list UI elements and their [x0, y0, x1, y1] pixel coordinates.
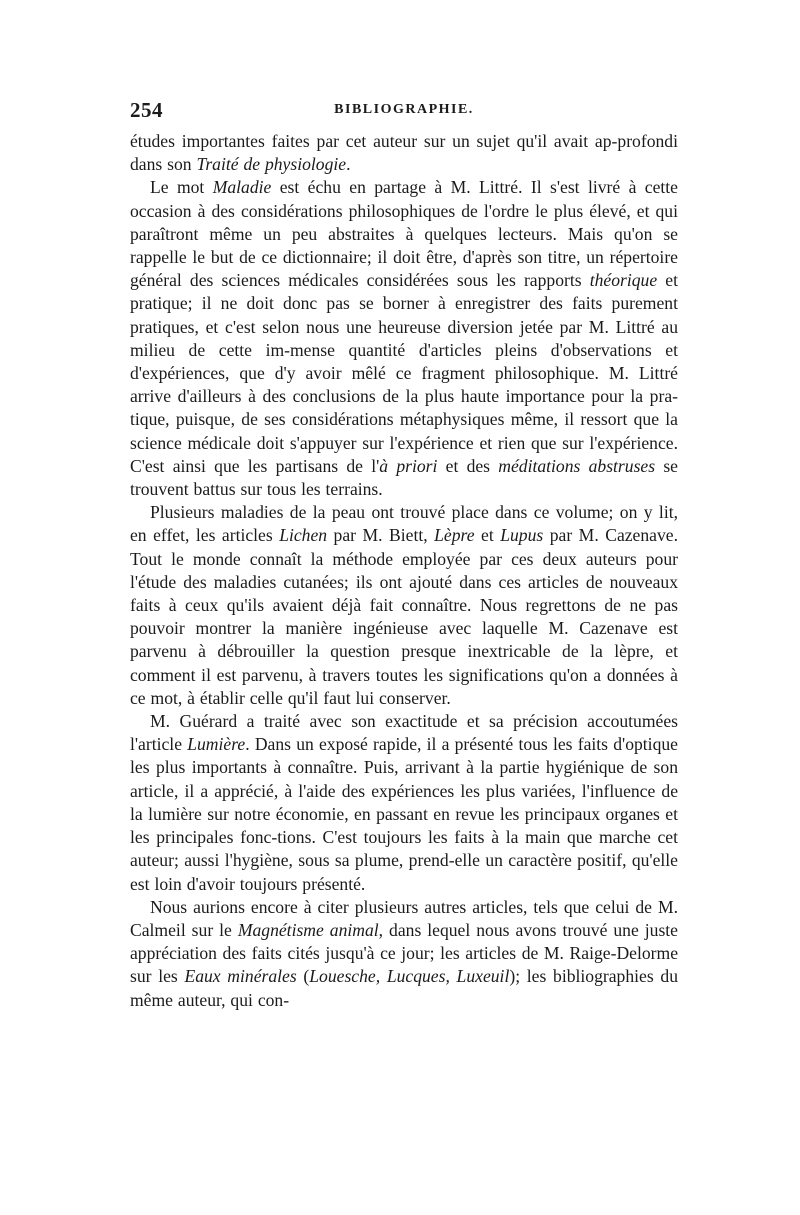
- italic-text: Lichen: [279, 525, 328, 546]
- text-run: et: [474, 525, 501, 546]
- text-run: Plusieurs maladies de la peau ont trouvé place dans ce volume; on y lit, en effet, les articles: [130, 502, 678, 546]
- text-run: Le mot: [150, 177, 213, 198]
- text-run: et des: [437, 455, 499, 476]
- italic-text: Traité de physiologie: [196, 154, 347, 175]
- text-run: (: [296, 966, 310, 987]
- paragraph: [130, 896, 678, 1012]
- running-head: BIBLIOGRAPHIE.: [334, 102, 474, 117]
- text-run: ); les bibliographies du même auteur, qui con-: [130, 966, 678, 1010]
- italic-text: Lumière: [187, 734, 246, 755]
- paragraph: [130, 130, 678, 176]
- italic-text: Magnétisme animal: [237, 919, 379, 940]
- italic-text: Lèpre: [434, 525, 475, 546]
- text-run: Nous aurions encore à citer plusieurs autres articles, tels que celui de M. Calmeil sur le: [130, 896, 678, 940]
- italic-text: à priori: [379, 455, 438, 476]
- text-run: études importantes faites par cet auteur sur un sujet qu'il avait ap-profondi dans son: [130, 131, 678, 175]
- text-run: est échu en partage à M. Littré. Il s'est livré à cette occasion à des considérations philosophiques de l'ordre le plus élevé, et qui paraîtront même un peu abstraites à quelques lecteurs. Mais qu'on se rappelle le but de ce dictionnaire; il doit être, d'après son titre, un répertoire général des sciences médicales considérées sous les rapports: [130, 177, 678, 291]
- italic-text: méditations abstruses: [498, 455, 656, 476]
- book-page: [130, 98, 678, 1012]
- text-run: par M. Biett,: [327, 525, 435, 546]
- text-run: .: [346, 154, 351, 175]
- page-number: 254: [130, 98, 163, 122]
- text-run: et pratique; il ne doit donc pas se borner à enregistrer des faits purement pratiques, et c'est selon nous une heureuse diversion jetée par M. Littré au milieu de cette im-mense quantité d'articles pleins d'observations et d'expériences, que d'y avoir mêlé ce fragment philosophique. M. Littré arrive d'ailleurs à des conclusions de la plus haute importance pour la pra-tique, puisque, de ses considérations métaphysiques même, il ressort que la science médicale doit s'appuyer sur l'expérience et rien que sur l'expérience. C'est ainsi que les partisans de l': [130, 270, 678, 476]
- paragraph: [130, 710, 678, 896]
- paragraph: [130, 501, 678, 710]
- italic-text: Maladie: [212, 177, 272, 198]
- italic-text: Eaux minérales: [184, 966, 297, 987]
- italic-text: Lupus: [500, 525, 544, 546]
- italic-text: théorique: [589, 270, 658, 291]
- text-run: se trouvent battus sur tous les terrains.: [130, 455, 678, 500]
- body-text: [130, 130, 678, 1012]
- paragraph: [130, 176, 678, 501]
- text-run: M. Guérard a traité avec son exactitude et sa précision accoutumées l'article: [130, 711, 678, 755]
- page-header: [130, 98, 678, 128]
- text-run: , dans lequel nous avons trouvé une juste appréciation des faits cités jusqu'à ce jour; les articles de M. Raige-Delorme sur les: [130, 919, 678, 987]
- italic-text: Louesche, Lucques, Luxeuil: [309, 966, 510, 987]
- text-run: par M. Cazenave. Tout le monde connaît la méthode employée par ces deux auteurs pour l'étude des maladies cutanées; ils ont ajouté dans ces articles de nouveaux faits à ceux qu'ils avaient déjà fait connaître. Nous regrettons de ne pas pouvoir montrer la manière ingénieuse avec laquelle M. Cazenave est parvenu à débrouiller la question presque inextricable de la lèpre, et comment il est parvenu, à travers toutes les significations qu'on a données à ce mot, à établir celle qu'il faut lui conserver.: [130, 525, 678, 708]
- text-run: . Dans un exposé rapide, il a présenté tous les faits d'optique les plus importants à connaître. Puis, arrivant à la partie hygiénique de son article, il a apprécié, à l'aide des expériences les plus variées, l'influence de la lumière sur notre économie, en passant en revue les principaux organes et les principales fonc-tions. C'est toujours les faits à la main que marche cet auteur; aussi l'hygiène, sous sa plume, prend-elle un caractère positif, qu'elle est loin d'avoir toujours présenté.: [130, 734, 678, 894]
